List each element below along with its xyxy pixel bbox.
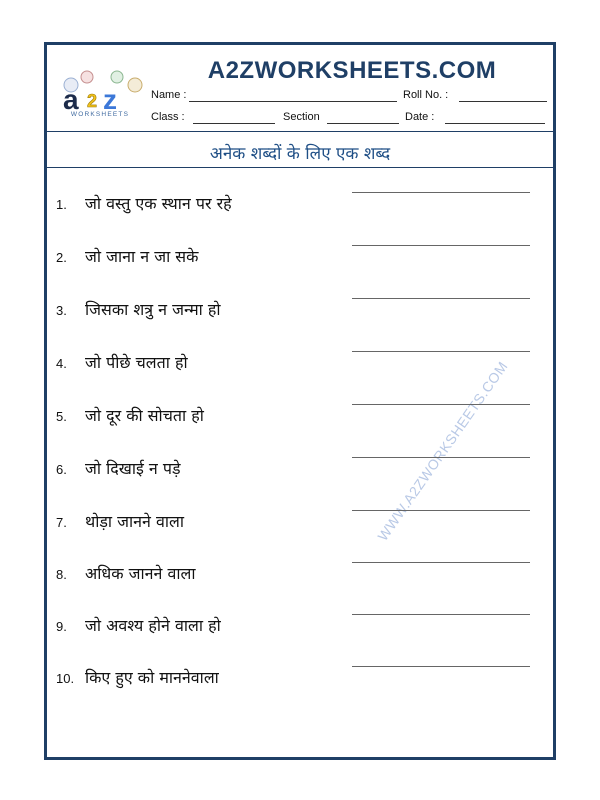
worksheet-frame: [44, 42, 556, 760]
answer-line[interactable]: [352, 614, 530, 615]
question-row: [47, 666, 553, 692]
question-number: 5.: [56, 409, 67, 424]
question-number: 7.: [56, 515, 67, 530]
answer-line[interactable]: [352, 510, 530, 511]
name-field[interactable]: [189, 101, 397, 102]
question-text: जो पीछे चलता हो: [85, 353, 188, 372]
roll-no-label: Roll No. :: [403, 89, 449, 101]
date-field[interactable]: [445, 123, 545, 124]
question-number: 9.: [56, 619, 67, 634]
question-number: 4.: [56, 356, 67, 371]
question-text: जो वस्तु एक स्थान पर रहे: [85, 194, 232, 213]
svg-text:a: a: [63, 84, 79, 115]
answer-line[interactable]: [352, 404, 530, 405]
question-text: जो जाना न जा सके: [85, 247, 199, 266]
question-text: जो अवश्य होने वाला हो: [85, 616, 221, 635]
question-text: जो दूर की सोचता हो: [85, 406, 204, 425]
worksheet-header: [47, 45, 553, 131]
answer-line[interactable]: [352, 457, 530, 458]
answer-line[interactable]: [352, 298, 530, 299]
section-label: Section: [283, 111, 320, 123]
header-divider: [47, 131, 553, 132]
watermark: WWW.A2ZWORKSHEETS.COM: [374, 358, 511, 544]
question-row: [47, 562, 553, 588]
question-row: [47, 510, 553, 536]
svg-text:2: 2: [87, 91, 98, 111]
roll-no-field[interactable]: [459, 101, 547, 102]
question-text: किए हुए को माननेवाला: [85, 668, 219, 687]
svg-text:z: z: [103, 84, 117, 115]
question-number: 1.: [56, 197, 67, 212]
question-row: [47, 245, 553, 271]
answer-line[interactable]: [352, 192, 530, 193]
question-text: जो दिखाई न पड़े: [85, 459, 181, 478]
question-number: 8.: [56, 567, 67, 582]
question-row: [47, 457, 553, 483]
class-field[interactable]: [193, 123, 275, 124]
question-row: [47, 614, 553, 640]
answer-line[interactable]: [352, 666, 530, 667]
answer-line[interactable]: [352, 245, 530, 246]
question-number: 3.: [56, 303, 67, 318]
answer-line[interactable]: [352, 351, 530, 352]
logo-caption: WORKSHEETS: [70, 111, 130, 118]
question-text: थोड़ा जानने वाला: [85, 512, 185, 531]
question-row: [47, 351, 553, 377]
question-row: [47, 404, 553, 430]
question-text: अधिक जानने वाला: [85, 564, 196, 583]
question-row: [47, 192, 553, 218]
question-number: 10.: [56, 671, 75, 686]
class-label: Class :: [151, 111, 185, 123]
section-field[interactable]: [327, 123, 399, 124]
date-label: Date :: [405, 111, 435, 123]
question-row: [47, 298, 553, 324]
question-number: 6.: [56, 462, 67, 477]
answer-line[interactable]: [352, 562, 530, 563]
question-text: जिसका शत्रु न जन्मा हो: [85, 300, 221, 319]
worksheet-title: अनेक शब्दों के लिए एक शब्द: [209, 144, 391, 164]
site-title: A2ZWORKSHEETS.COM: [207, 57, 497, 84]
name-label: Name :: [151, 89, 187, 101]
question-number: 2.: [56, 250, 67, 265]
title-divider: [47, 167, 553, 168]
